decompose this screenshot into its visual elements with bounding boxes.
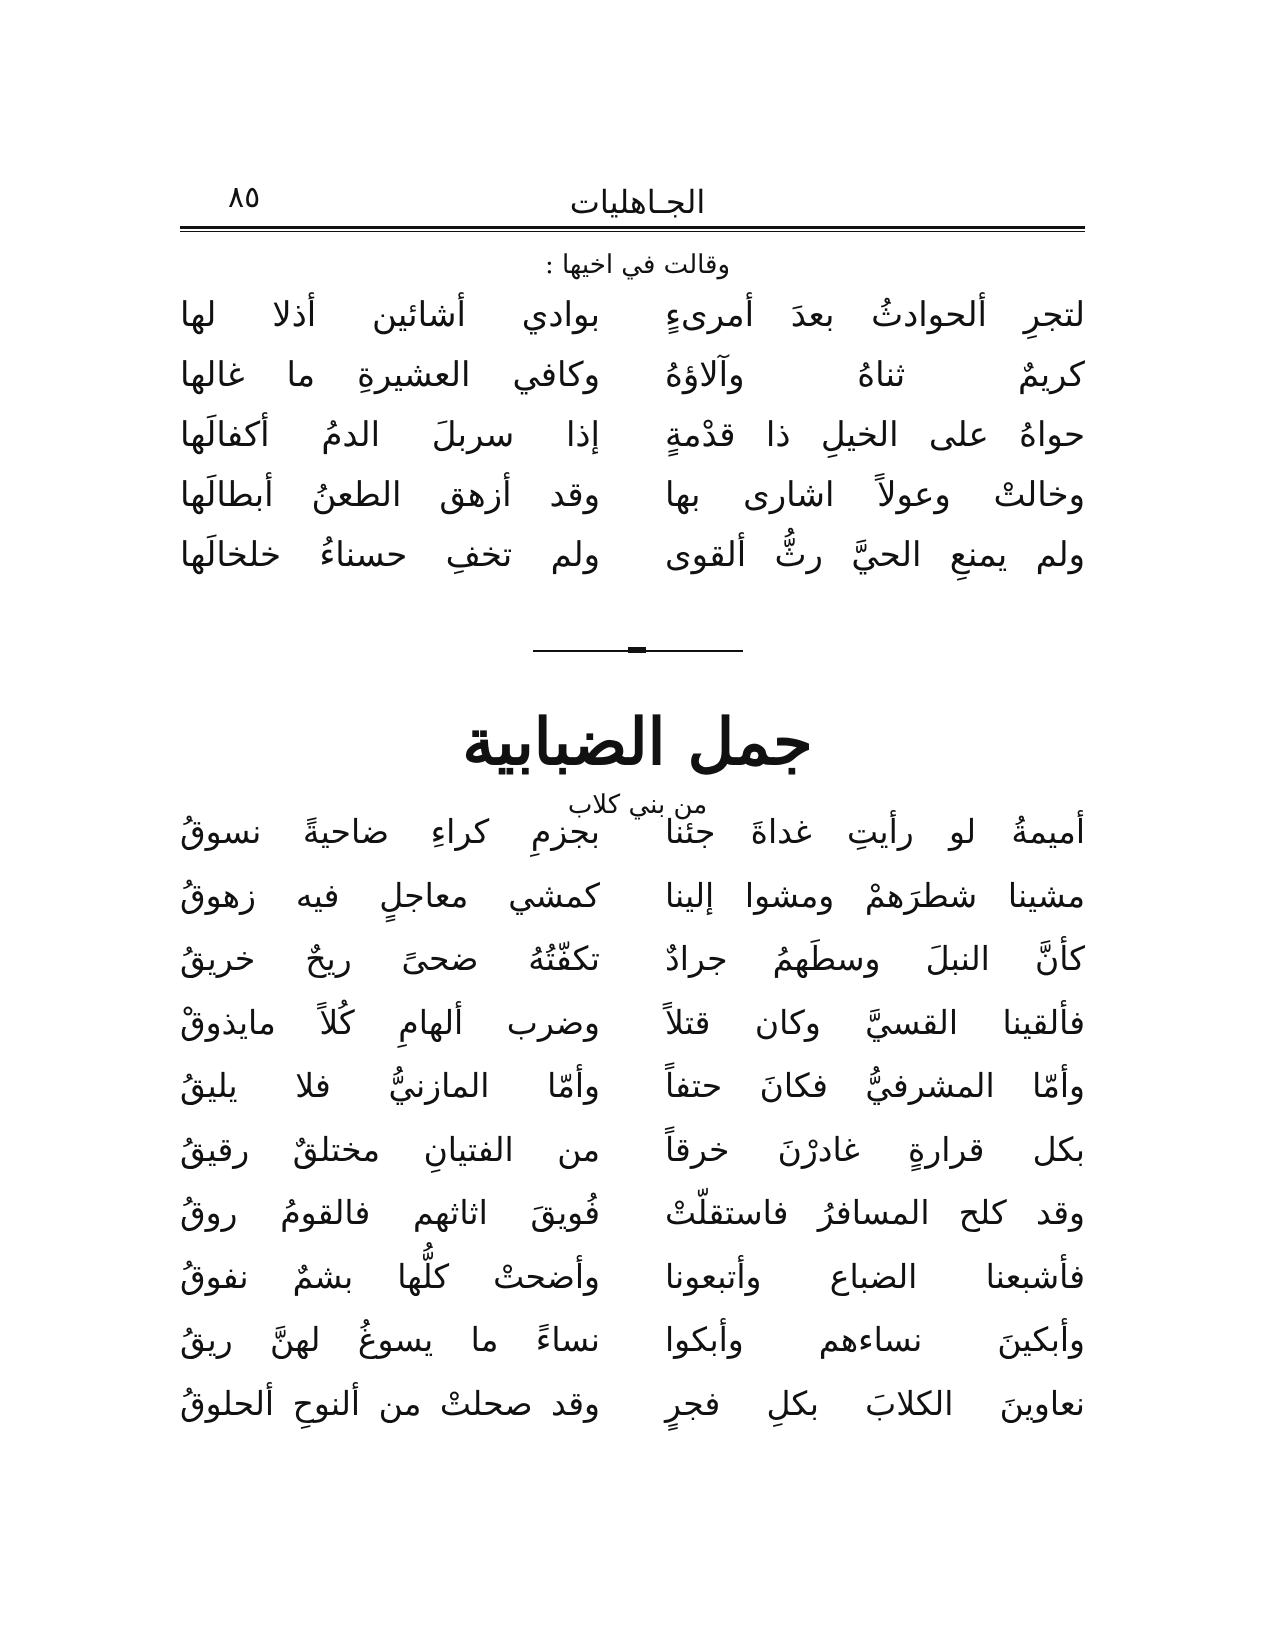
second-hemistich: وكافي العشيرةِ ما غالها xyxy=(180,355,600,395)
verse-line xyxy=(180,465,1085,525)
second-hemistich: وأضحتْ كلُّها بشمٌ نفوقُ xyxy=(180,1256,600,1296)
verse-line xyxy=(180,285,1085,345)
first-hemistich: وقد كلح المسافرُ فاستقلّتْ xyxy=(665,1193,1085,1233)
second-hemistich: نساءً ما يسوغُ لهنَّ ريقُ xyxy=(180,1320,600,1360)
first-hemistich: لتجرِ ألحوادثُ بعدَ أمرىءٍ xyxy=(665,295,1085,335)
second-hemistich: من الفتيانِ مختلقٌ رقيقُ xyxy=(180,1129,600,1169)
verse-line xyxy=(180,800,1085,864)
second-hemistich: وقد أزهق الطعنُ أبطالَها xyxy=(180,475,600,515)
verse-line xyxy=(180,1181,1085,1245)
verse-line xyxy=(180,405,1085,465)
verse-line xyxy=(180,1372,1085,1436)
verse-line xyxy=(180,991,1085,1055)
page-number: ٨٥ xyxy=(228,180,261,215)
first-hemistich: وخالتْ وعولاً اشارى بها xyxy=(665,475,1085,515)
verse-line xyxy=(180,1054,1085,1118)
first-hemistich: حواهُ على الخيلِ ذا قدْمةٍ xyxy=(665,415,1085,455)
first-hemistich: كأنَّ النبلَ وسطَهمُ جرادٌ xyxy=(665,939,1085,979)
first-hemistich: فألقينا القسيَّ وكان قتلاً xyxy=(665,1002,1085,1042)
verse-line xyxy=(180,927,1085,991)
verse-line xyxy=(180,1245,1085,1309)
header-rule xyxy=(180,226,1085,232)
poem-title: جمل الضبابية xyxy=(462,705,813,780)
first-hemistich: وأبكينَ نساءهم وأبكوا xyxy=(665,1320,1085,1360)
verse-line xyxy=(180,1308,1085,1372)
second-hemistich: وقد صحلتْ من ألنوحِ ألحلوقُ xyxy=(180,1383,600,1423)
second-hemistich: كمشي معاجلٍ فيه زهوقُ xyxy=(180,875,600,915)
second-hemistich: إذا سربلَ الدمُ أكفالَها xyxy=(180,415,600,455)
first-hemistich: أميمةُ لو رأيتِ غداةَ جئنا xyxy=(665,812,1085,852)
first-hemistich: بكل قرارةٍ غادرْنَ خرقاً xyxy=(665,1129,1085,1169)
first-hemistich: كريمٌ ثناهُ وآلاؤهُ xyxy=(665,355,1085,395)
separator-ornament xyxy=(628,647,646,653)
poem-1 xyxy=(180,285,1085,585)
second-hemistich: ولم تخفِ حسناءُ خلخالَها xyxy=(180,535,600,575)
second-hemistich: وأمّا المازنيُّ فلا يليقُ xyxy=(180,1066,600,1106)
second-hemistich: فُويقَ اثاثهم فالقومُ روقُ xyxy=(180,1193,600,1233)
verse-line xyxy=(180,864,1085,928)
second-hemistich: بجزمِ كراءِ ضاحيةً نسوقُ xyxy=(180,812,600,852)
verse-line xyxy=(180,1118,1085,1182)
first-hemistich: ولم يمنعِ الحيَّ رثُّ ألقوى xyxy=(665,535,1085,575)
second-hemistich: تكفّتُهُ ضحىً ريحٌ خريقُ xyxy=(180,939,600,979)
verse-line xyxy=(180,345,1085,405)
poem-subtitle: من بني كلاب xyxy=(567,790,708,820)
running-title: الجـاهليات xyxy=(569,183,706,221)
second-hemistich: وضرب ألهامِ كُلاً مايذوقْ xyxy=(180,1002,600,1042)
verse-line xyxy=(180,525,1085,585)
first-hemistich: نعاوينَ الكلابَ بكلِ فجرٍ xyxy=(665,1383,1085,1423)
first-hemistich: مشينا شطرَهمْ ومشوا إلينا xyxy=(665,875,1085,915)
first-hemistich: وأمّا المشرفيُّ فكانَ حتفاً xyxy=(665,1066,1085,1106)
first-hemistich: فأشبعنا الضباع وأتبعونا xyxy=(665,1256,1085,1296)
second-hemistich: بوادي أشائين أذلا لها xyxy=(180,295,600,335)
poem-intro: وقالت في اخيها : xyxy=(544,250,731,280)
poem-2 xyxy=(180,800,1085,1435)
